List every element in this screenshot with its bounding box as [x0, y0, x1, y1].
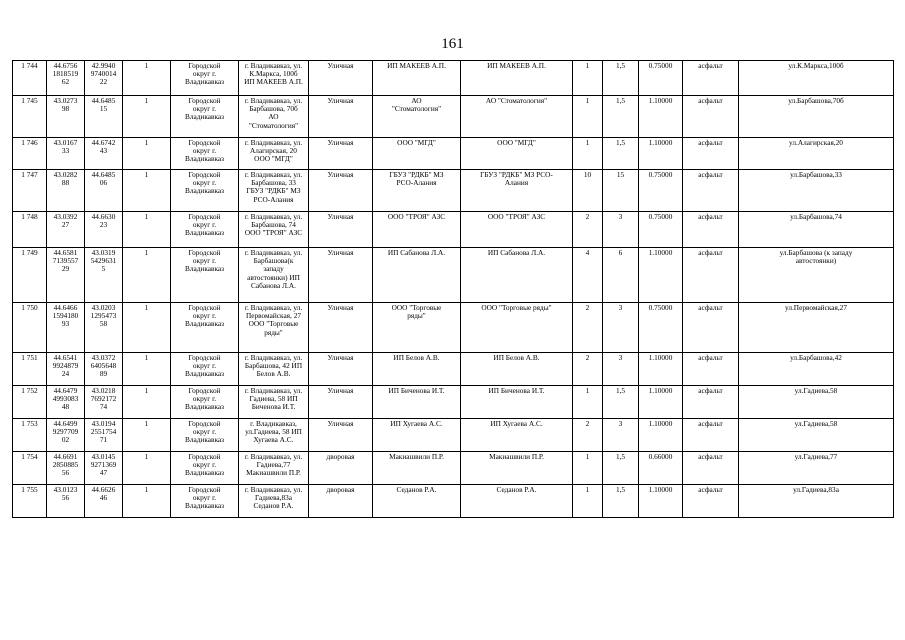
- cell-latitude: 43.0372 6405648 89: [85, 353, 123, 386]
- cell-location: ул.Алагирская,20: [739, 138, 894, 170]
- cell-longitude: 43.0167 33: [47, 138, 85, 170]
- cell-owner: ГБУЗ "РДКБ" МЗ РСО-Алания: [373, 170, 461, 212]
- cell-location: ул.Гадиева,77: [739, 452, 894, 485]
- cell-owner: ИП Биченова И.Т.: [373, 386, 461, 419]
- cell-longitude: 44.6466 1594180 93: [47, 303, 85, 353]
- table-row: [13, 353, 894, 386]
- cell-containers: 2: [573, 212, 603, 248]
- cell-capacity: 1.10000: [639, 485, 683, 518]
- cell-containers: 2: [573, 419, 603, 452]
- cell-volume: 3: [603, 419, 639, 452]
- cell-volume: 3: [603, 303, 639, 353]
- cell-surface: асфальт: [683, 61, 739, 96]
- cell-owner: ИП Белов А.В.: [373, 353, 461, 386]
- cell-row-id: 1 744: [13, 61, 47, 96]
- cell-location: ул.Гадиева,58: [739, 386, 894, 419]
- cell-holder: Седанов Р.А.: [461, 485, 573, 518]
- cell-containers: 1: [573, 61, 603, 96]
- cell-district: Городской округ г. Владикавказ: [171, 96, 239, 138]
- cell-site-type: Уличная: [309, 61, 373, 96]
- cell-longitude: 43.0282 88: [47, 170, 85, 212]
- cell-owner: ИП Хугаева А.С.: [373, 419, 461, 452]
- cell-longitude: 44.6541 9924879 24: [47, 353, 85, 386]
- cell-containers: 1: [573, 138, 603, 170]
- cell-site-type: Уличная: [309, 212, 373, 248]
- table-row: [13, 138, 894, 170]
- cell-containers: 2: [573, 303, 603, 353]
- table-row: [13, 61, 894, 96]
- cell-row-id: 1 753: [13, 419, 47, 452]
- cell-latitude: 44.6742 43: [85, 138, 123, 170]
- cell-latitude: 43.0194 2551754 71: [85, 419, 123, 452]
- cell-latitude: 44.6630 23: [85, 212, 123, 248]
- cell-latitude: 44.6626 46: [85, 485, 123, 518]
- table-row: [13, 212, 894, 248]
- cell-row-id: 1 749: [13, 248, 47, 303]
- cell-site-type: Уличная: [309, 386, 373, 419]
- cell-owner: Седанов Р.А.: [373, 485, 461, 518]
- cell-holder: Макиашвили П.Р.: [461, 452, 573, 485]
- cell-capacity: 0.75000: [639, 303, 683, 353]
- cell-volume: 1,5: [603, 61, 639, 96]
- cell-volume: 3: [603, 353, 639, 386]
- cell-holder: ГБУЗ "РДКБ" МЗ РСО- Алания: [461, 170, 573, 212]
- cell-count: 1: [123, 353, 171, 386]
- cell-holder: ИП МАКЕЕВ А.П.: [461, 61, 573, 96]
- cell-surface: асфальт: [683, 386, 739, 419]
- cell-row-id: 1 747: [13, 170, 47, 212]
- cell-row-id: 1 750: [13, 303, 47, 353]
- cell-capacity: 1.10000: [639, 419, 683, 452]
- cell-containers: 10: [573, 170, 603, 212]
- page-number: 161: [441, 36, 464, 52]
- table-row: [13, 419, 894, 452]
- cell-latitude: 43.0319 5429631 5: [85, 248, 123, 303]
- cell-owner: ООО "МГД": [373, 138, 461, 170]
- cell-count: 1: [123, 303, 171, 353]
- cell-address: г. Владикавказ, ул. Барбашова(к западу автостоянки) ИП Сабанова Л.А.: [239, 248, 309, 303]
- cell-row-id: 1 746: [13, 138, 47, 170]
- cell-location: ул.Гадиева,83а: [739, 485, 894, 518]
- cell-count: 1: [123, 452, 171, 485]
- cell-row-id: 1 755: [13, 485, 47, 518]
- cell-holder: ИП Биченова И.Т.: [461, 386, 573, 419]
- cell-location: ул.Первомайская,27: [739, 303, 894, 353]
- cell-surface: асфальт: [683, 353, 739, 386]
- cell-row-id: 1 748: [13, 212, 47, 248]
- cell-longitude: 44.6756 1818519 62: [47, 61, 85, 96]
- cell-containers: 1: [573, 485, 603, 518]
- cell-owner: ИП Сабанова Л.А.: [373, 248, 461, 303]
- cell-surface: асфальт: [683, 452, 739, 485]
- cell-surface: асфальт: [683, 303, 739, 353]
- cell-district: Городской округ г. Владикавказ: [171, 485, 239, 518]
- cell-address: г. Владикавказ, ул. К.Маркса, 100б ИП МАКЕЕВ А.П.: [239, 61, 309, 96]
- cell-owner: ИП МАКЕЕВ А.П.: [373, 61, 461, 96]
- cell-surface: асфальт: [683, 485, 739, 518]
- cell-address: г. Владикавказ, ул. Барбашова, 33 ГБУЗ "РДКБ" МЗ РСО-Алания: [239, 170, 309, 212]
- cell-row-id: 1 745: [13, 96, 47, 138]
- table-row: [13, 248, 894, 303]
- cell-longitude: 44.6499 9297709 02: [47, 419, 85, 452]
- cell-longitude: 43.0123 56: [47, 485, 85, 518]
- cell-holder: АО "Стоматология": [461, 96, 573, 138]
- cell-surface: асфальт: [683, 212, 739, 248]
- cell-location: ул.Барбашова,42: [739, 353, 894, 386]
- cell-address: г. Владикавказ, ул. Барбашова, 70б АО "Стоматология": [239, 96, 309, 138]
- table-row: [13, 170, 894, 212]
- cell-address: г. Владикавказ, ул.Гадиева, 58 ИП Хугаева А.С.: [239, 419, 309, 452]
- cell-address: г. Владикавказ, ул. Гадиева,77 Макиашвили П.Р.: [239, 452, 309, 485]
- registry-table: [12, 60, 894, 518]
- cell-count: 1: [123, 212, 171, 248]
- cell-location: ул.Гадиева,58: [739, 419, 894, 452]
- cell-latitude: 44.6485 06: [85, 170, 123, 212]
- cell-longitude: 44.6691 2850885 56: [47, 452, 85, 485]
- cell-capacity: 1.10000: [639, 353, 683, 386]
- cell-district: Городской округ г. Владикавказ: [171, 303, 239, 353]
- cell-capacity: 1.10000: [639, 96, 683, 138]
- cell-owner: АО "Стоматология": [373, 96, 461, 138]
- cell-longitude: 43.0273 98: [47, 96, 85, 138]
- cell-count: 1: [123, 419, 171, 452]
- cell-site-type: Уличная: [309, 353, 373, 386]
- cell-location: ул.Барбашова,74: [739, 212, 894, 248]
- cell-site-type: Уличная: [309, 303, 373, 353]
- cell-volume: 1,5: [603, 386, 639, 419]
- cell-location: ул.Барбашова,33: [739, 170, 894, 212]
- cell-row-id: 1 752: [13, 386, 47, 419]
- cell-site-type: Уличная: [309, 248, 373, 303]
- cell-district: Городской округ г. Владикавказ: [171, 386, 239, 419]
- cell-district: Городской округ г. Владикавказ: [171, 248, 239, 303]
- cell-site-type: Уличная: [309, 138, 373, 170]
- cell-volume: 1,5: [603, 96, 639, 138]
- cell-holder: ИП Белов А.В.: [461, 353, 573, 386]
- cell-latitude: 44.6485 15: [85, 96, 123, 138]
- cell-capacity: 0.75000: [639, 61, 683, 96]
- cell-count: 1: [123, 386, 171, 419]
- cell-latitude: 43.0145 9271369 47: [85, 452, 123, 485]
- cell-surface: асфальт: [683, 96, 739, 138]
- cell-address: г. Владикавказ, ул. Алагирская, 20 ООО "МГД": [239, 138, 309, 170]
- table-row: [13, 452, 894, 485]
- cell-district: Городской округ г. Владикавказ: [171, 419, 239, 452]
- cell-volume: 1,5: [603, 138, 639, 170]
- cell-surface: асфальт: [683, 138, 739, 170]
- table-row: [13, 303, 894, 353]
- cell-location: ул.Барбашова,70б: [739, 96, 894, 138]
- cell-surface: асфальт: [683, 170, 739, 212]
- cell-location: ул.Барбашова (к западу автостоянки): [739, 248, 894, 303]
- cell-surface: асфальт: [683, 419, 739, 452]
- cell-row-id: 1 751: [13, 353, 47, 386]
- cell-count: 1: [123, 248, 171, 303]
- cell-site-type: Уличная: [309, 96, 373, 138]
- cell-district: Городской округ г. Владикавказ: [171, 353, 239, 386]
- registry-body: [13, 61, 894, 518]
- cell-district: Городской округ г. Владикавказ: [171, 61, 239, 96]
- cell-row-id: 1 754: [13, 452, 47, 485]
- cell-volume: 1,5: [603, 452, 639, 485]
- cell-district: Городской округ г. Владикавказ: [171, 452, 239, 485]
- cell-containers: 2: [573, 353, 603, 386]
- cell-containers: 1: [573, 96, 603, 138]
- cell-site-type: Уличная: [309, 419, 373, 452]
- cell-holder: ООО "МГД": [461, 138, 573, 170]
- cell-address: г. Владикавказ, ул. Первомайская, 27 ООО "Торговые ряды": [239, 303, 309, 353]
- cell-latitude: 43.0203 1295473 58: [85, 303, 123, 353]
- cell-count: 1: [123, 61, 171, 96]
- cell-holder: ООО "Торговые ряды": [461, 303, 573, 353]
- cell-latitude: 43.0218 7692172 74: [85, 386, 123, 419]
- cell-owner: ООО "Торговые ряды": [373, 303, 461, 353]
- cell-capacity: 0.66000: [639, 452, 683, 485]
- cell-holder: ИП Хугаева А.С.: [461, 419, 573, 452]
- cell-count: 1: [123, 96, 171, 138]
- cell-district: Городской округ г. Владикавказ: [171, 212, 239, 248]
- cell-containers: 1: [573, 386, 603, 419]
- cell-location: ул.К.Маркса,100б: [739, 61, 894, 96]
- cell-containers: 1: [573, 452, 603, 485]
- table-row: [13, 485, 894, 518]
- cell-longitude: 44.6479 4993083 48: [47, 386, 85, 419]
- cell-volume: 6: [603, 248, 639, 303]
- cell-containers: 4: [573, 248, 603, 303]
- cell-site-type: дворовая: [309, 485, 373, 518]
- cell-longitude: 43.0392 27: [47, 212, 85, 248]
- cell-capacity: 0.75000: [639, 212, 683, 248]
- cell-volume: 15: [603, 170, 639, 212]
- cell-count: 1: [123, 170, 171, 212]
- cell-address: г. Владикавказ, ул. Барбашова, 74 ООО "ТРОЯ" АЗС: [239, 212, 309, 248]
- cell-holder: ИП Сабанова Л.А.: [461, 248, 573, 303]
- table-row: [13, 96, 894, 138]
- cell-latitude: 42.9940 9740014 22: [85, 61, 123, 96]
- cell-site-type: дворовая: [309, 452, 373, 485]
- cell-district: Городской округ г. Владикавказ: [171, 170, 239, 212]
- cell-capacity: 0.75000: [639, 170, 683, 212]
- cell-capacity: 1.10000: [639, 248, 683, 303]
- cell-owner: Макиашвили П.Р.: [373, 452, 461, 485]
- cell-capacity: 1.10000: [639, 138, 683, 170]
- table-row: [13, 386, 894, 419]
- cell-address: г. Владикавказ, ул. Гадиева, 58 ИП Биченова И.Т.: [239, 386, 309, 419]
- cell-capacity: 1.10000: [639, 386, 683, 419]
- cell-holder: ООО "ТРОЯ" АЗС: [461, 212, 573, 248]
- cell-count: 1: [123, 138, 171, 170]
- cell-owner: ООО "ТРОЯ" АЗС: [373, 212, 461, 248]
- cell-volume: 3: [603, 212, 639, 248]
- cell-address: г. Владикавказ, ул. Гадиева,83а Седанов Р.А.: [239, 485, 309, 518]
- cell-site-type: Уличная: [309, 170, 373, 212]
- cell-volume: 1,5: [603, 485, 639, 518]
- cell-count: 1: [123, 485, 171, 518]
- cell-address: г. Владикавказ, ул. Барбашова, 42 ИП Белов А.В.: [239, 353, 309, 386]
- cell-district: Городской округ г. Владикавказ: [171, 138, 239, 170]
- cell-surface: асфальт: [683, 248, 739, 303]
- cell-longitude: 44.6581 7139557 29: [47, 248, 85, 303]
